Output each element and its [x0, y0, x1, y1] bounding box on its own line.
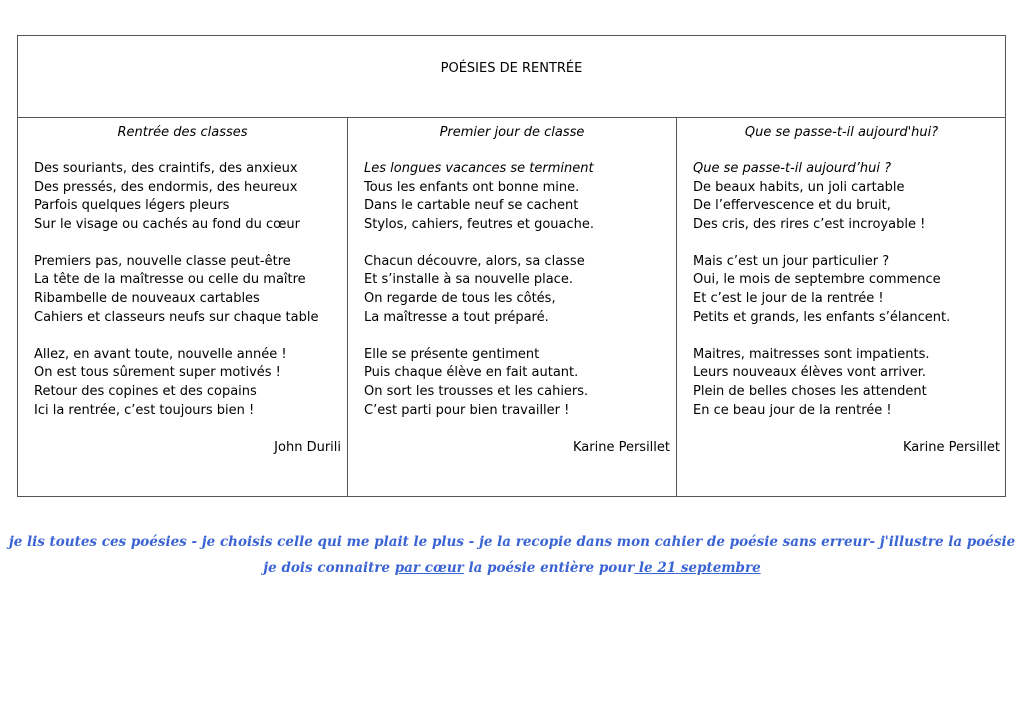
instruction-underlined-text: par cœur — [394, 560, 464, 576]
poem-line: Ici la rentrée, c’est toujours bien ! — [34, 402, 255, 418]
stanza — [34, 160, 347, 235]
poem-line: Premiers pas, nouvelle classe peut-être — [34, 253, 291, 269]
instruction-line-2 — [0, 560, 1024, 576]
stanza — [693, 253, 1006, 328]
stanza — [364, 253, 676, 328]
poem-line: Stylos, cahiers, feutres et gouache. — [364, 217, 595, 233]
poem-line: De l’effervescence et du bruit, — [693, 198, 891, 214]
poem-line: Les longues vacances se terminent — [364, 161, 594, 176]
poem-line: On regarde de tous les côtés, — [364, 291, 556, 307]
instruction-date: le 21 septembre — [634, 560, 761, 576]
poem-line: En ce beau jour de la rentrée ! — [693, 402, 892, 418]
poem-line: Des cris, des rires c’est incroyable ! — [693, 217, 926, 233]
poem-line: Mais c’est un jour particulier ? — [693, 253, 890, 269]
stanza — [364, 346, 676, 421]
poem-author: Karine Persillet — [572, 440, 670, 456]
poem-line: Et c’est le jour de la rentrée ! — [693, 291, 884, 307]
stanza — [693, 346, 1006, 421]
poem-line: Puis chaque élève en fait autant. — [364, 365, 579, 381]
poem-line: C’est parti pour bien travailler ! — [364, 402, 570, 418]
poem-column-3 — [677, 118, 1006, 497]
poem-author: Karine Persillet — [902, 440, 1000, 456]
poem-line: Dans le cartable neuf se cachent — [364, 198, 579, 214]
poem-line: On est tous sûrement super motivés ! — [34, 365, 281, 381]
poems-table — [17, 35, 1006, 497]
poem-line: De beaux habits, un joli cartable — [693, 179, 905, 195]
poem-line: Allez, en avant toute, nouvelle année ! — [34, 346, 287, 362]
poem-line: Petits et grands, les enfants s’élancent. — [693, 309, 951, 325]
poem-line: Maitres, maitresses sont impatients. — [693, 346, 930, 362]
page-title: POÉSIES DE RENTRÉE — [440, 61, 583, 76]
poem-title: Rentrée des classes — [117, 125, 248, 140]
instruction-text: je dois connaitre — [263, 560, 395, 576]
stanza — [693, 160, 1006, 235]
stanza — [34, 253, 347, 328]
poem-line: Ribambelle de nouveaux cartables — [34, 291, 260, 307]
poem-line: Leurs nouveaux élèves vont arriver. — [693, 365, 926, 381]
poem-line: Retour des copines et des copains — [34, 383, 257, 399]
instruction-line-1: je lis toutes ces poésies - je choisis celle qui me plait le plus - je la recopie dans mon cahier de poésie sans erreur- j'illustre la poésie — [8, 534, 1016, 550]
poem-line: Cahiers et classeurs neufs sur chaque table — [34, 309, 319, 325]
title-row — [18, 36, 1005, 118]
poem-line: Plein de belles choses les attendent — [693, 383, 927, 399]
poem-line: On sort les trousses et les cahiers. — [364, 383, 589, 399]
poem-line: Chacun découvre, alors, sa classe — [364, 253, 585, 269]
poem-column-2 — [348, 118, 677, 497]
poem-line: La tête de la maîtresse ou celle du maître — [34, 272, 306, 288]
stanza — [364, 160, 676, 235]
poem-line: Oui, le mois de septembre commence — [693, 272, 941, 288]
poem-author: John Durili — [274, 440, 341, 456]
poem-line: La maîtresse a tout préparé. — [364, 309, 549, 325]
stanza — [34, 346, 347, 421]
poem-line: Elle se présente gentiment — [364, 346, 540, 362]
poem-title: Premier jour de classe — [439, 125, 585, 140]
poem-column-1 — [18, 118, 348, 497]
poem-line: Sur le visage ou cachés au fond du cœur — [34, 217, 301, 233]
poem-line: Parfois quelques légers pleurs — [34, 198, 230, 214]
poem-line: Et s’installe à sa nouvelle place. — [364, 272, 573, 288]
poem-title: Que se passe-t-il aujourd'hui? — [744, 125, 939, 140]
poem-line: Tous les enfants ont bonne mine. — [364, 179, 580, 195]
poem-line: Des souriants, des craintifs, des anxieux — [34, 161, 298, 176]
poem-line: Que se passe-t-il aujourd’hui ? — [693, 161, 891, 176]
poem-line: Des pressés, des endormis, des heureux — [34, 179, 298, 195]
instruction-text: la poésie entière pour — [463, 560, 635, 576]
